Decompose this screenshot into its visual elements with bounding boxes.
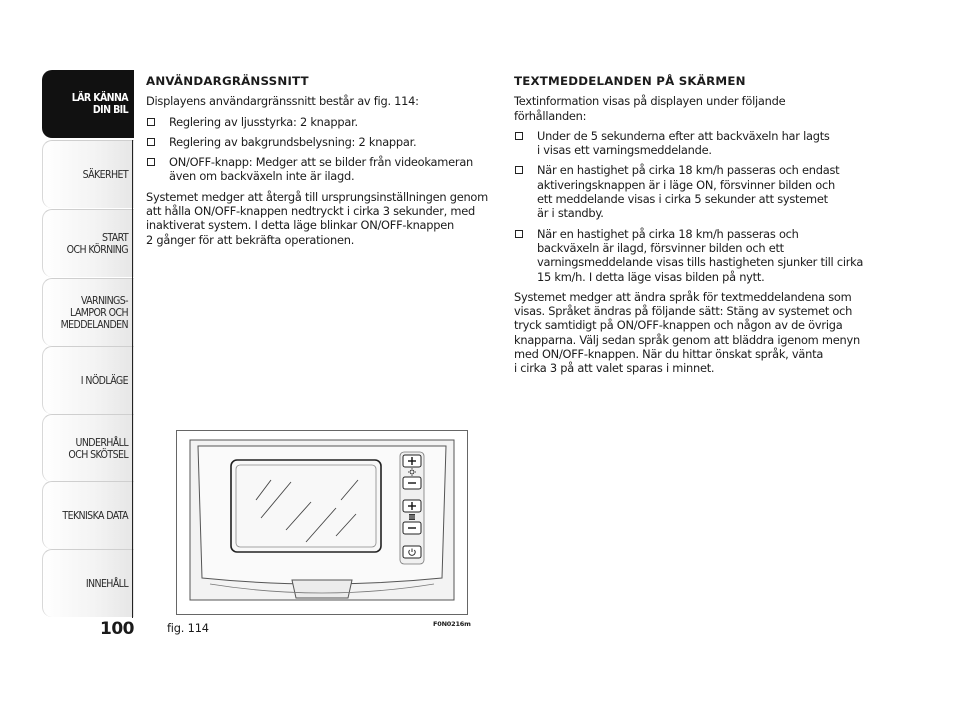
sidebar-divider xyxy=(132,140,133,618)
tab-varningslampor[interactable]: VARNINGS- LAMPOR OCH MEDDELANDEN xyxy=(42,278,134,346)
page-number: 100 xyxy=(100,619,134,639)
checkbox-bullet-icon xyxy=(147,158,155,166)
tab-lar-kanna-din-bil[interactable]: LÄR KÄNNA DIN BIL xyxy=(42,70,134,138)
body-paragraph: Systemet medger att återgå till ursprungsinställningen genom att hålla ON/OFF-knappen nedtryckt i cirka 3 sekunder, med inaktiverat system. I detta läge blinkar ON/OFF-knappen 2 gånger för att bekräfta operationen. xyxy=(146,189,488,247)
tab-underhall-och-skotsel[interactable]: UNDERHÅLL OCH SKÖTSEL xyxy=(42,414,134,482)
right-column xyxy=(514,74,876,382)
checkbox-bullet-icon xyxy=(147,118,155,126)
display-unit-illustration xyxy=(176,430,468,615)
bullet-item: Reglering av bakgrundsbelysning: 2 knappar. xyxy=(146,135,496,149)
intro-paragraph: Textinformation visas på displayen under följande förhållanden: xyxy=(514,94,786,123)
bullet-item: Under de 5 sekunderna efter att backväxeln har lagts i visas ett varningsmeddelande. xyxy=(514,129,876,158)
checkbox-bullet-icon xyxy=(515,230,523,238)
bullet-item: Reglering av ljusstyrka: 2 knappar. xyxy=(146,115,496,129)
section-heading: ANVÄNDARGRÄNSSNITT xyxy=(146,74,309,88)
figure-code: F0N0216m xyxy=(433,620,471,628)
checkbox-bullet-icon xyxy=(147,138,155,146)
checkbox-bullet-icon xyxy=(515,132,523,140)
bullet-item: När en hastighet på cirka 18 km/h passeras och endast aktiveringsknappen är i läge ON, försvinner bilden och ett meddelande visas i cirka 5 sekunder att systemet är i standby. xyxy=(514,163,876,220)
bullet-item: ON/OFF-knapp: Medger att se bilder från videokameran även om backväxeln inte är ilagd. xyxy=(146,155,496,184)
tab-tekniska-data[interactable]: TEKNISKA DATA xyxy=(42,481,134,549)
figure-display-unit xyxy=(176,430,468,615)
figure-caption: fig. 114 xyxy=(167,621,209,635)
checkbox-bullet-icon xyxy=(515,166,523,174)
section-heading: TEXTMEDDELANDEN PÅ SKÄRMEN xyxy=(514,74,746,88)
left-column xyxy=(146,74,496,253)
bullet-item: När en hastighet på cirka 18 km/h passeras och backväxeln är ilagd, försvinner bilden och ett varningsmeddelande visas tills hastigheten sjunker till cirka 15 km/h. I detta läge visas bilden på nytt. xyxy=(514,227,876,284)
tab-innehall[interactable]: INNEHÅLL xyxy=(42,549,134,617)
tab-start-och-korning[interactable]: START OCH KÖRNING xyxy=(42,209,134,277)
tab-sakerhet[interactable]: SÄKERHET xyxy=(42,140,134,208)
intro-paragraph: Displayens användargränssnitt består av fig. 114: xyxy=(146,94,419,109)
backlight-icon xyxy=(409,514,415,520)
body-paragraph: Systemet medger att ändra språk för textmeddelandena som visas. Språket ändras på följande sätt: Stäng av systemet och tryck samtidigt på ON/OFF-knappen och någon av de övriga knapparna. Välj sedan språk genom att bläddra igenom menyn med ON/OFF-knappen. När du hittar önskat språk, vänta i cirka 3 på att valet sparas i minnet. xyxy=(514,289,860,376)
tab-i-nodlage[interactable]: I NÖDLÄGE xyxy=(42,346,134,414)
